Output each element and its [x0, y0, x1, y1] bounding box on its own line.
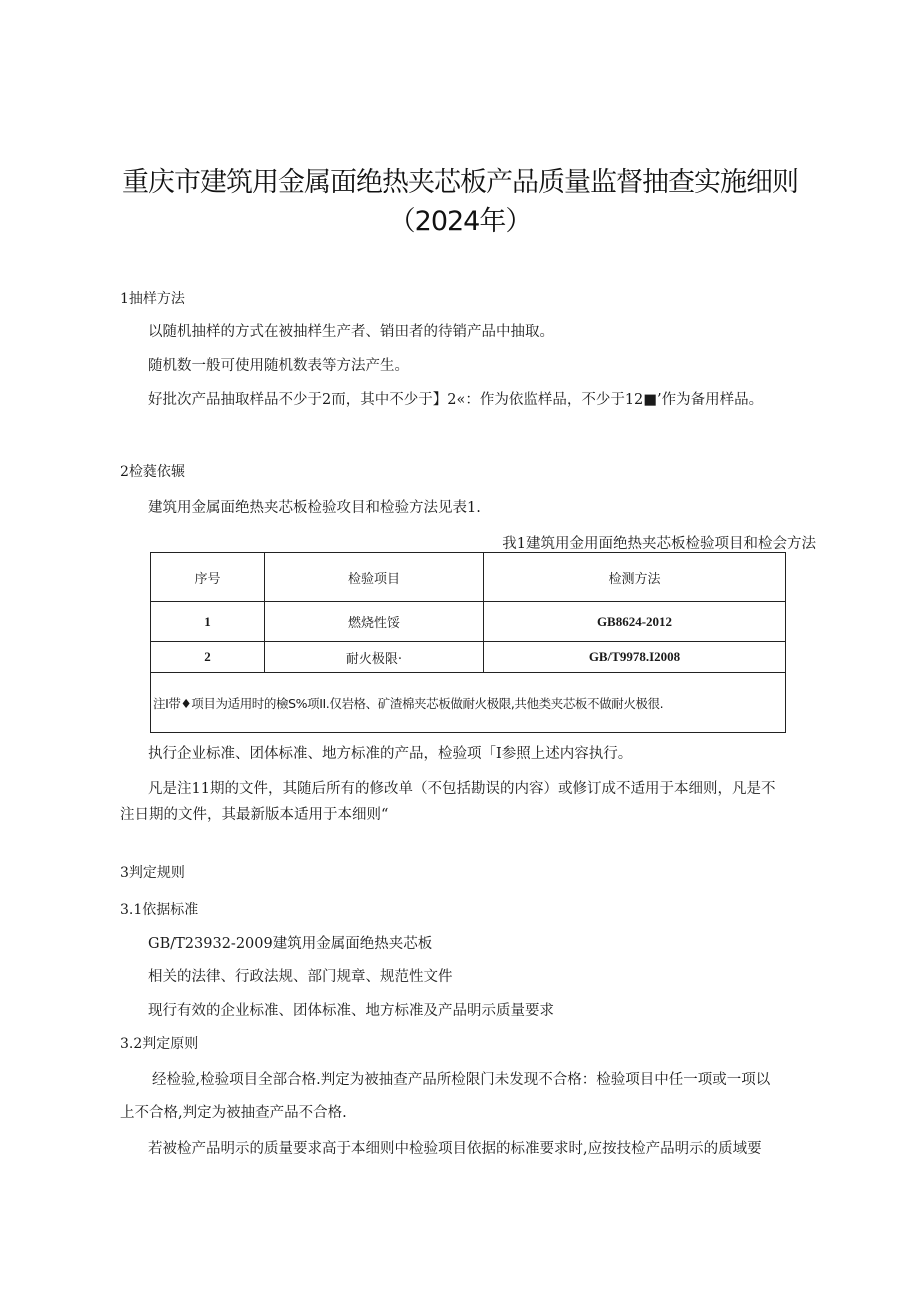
table-row: [151, 642, 786, 673]
table-caption: 我1建筑用金用面绝热夹芯板检验项目和检会方法: [502, 536, 816, 552]
list-item: 相关的法律、行政法规、部门规章、规范性文件: [148, 969, 453, 985]
paragraph-line: 上不合格,判定为被抽查产品不合格.: [120, 1105, 347, 1121]
title-line-1: 重庆市建筑用金属面绝热夹芯板产品质量监督抽查实施细则: [122, 167, 798, 198]
paragraph: 建筑用金属面绝热夹芯板检验攻目和检验方法见表1.: [148, 500, 481, 516]
paragraph: 以随机抽样的方式在被抽样生产者、销田者的待销产品中抽取。: [148, 324, 554, 340]
title-line-2: （2024年）: [388, 206, 532, 237]
table-cell: 燃烧性馁: [265, 602, 484, 642]
table-cell: GB8624-2012: [484, 602, 786, 642]
subsection-heading: 3.2判定原则: [120, 1036, 199, 1052]
paragraph-line: 凡是注11期的文件，其随后所有的修改单（不包括勘误的内容）或修订成不适用于本细则，凡是不: [148, 781, 776, 797]
paragraph: 随机数一般可使用随机数表等方法产生。: [148, 358, 409, 374]
header-cell: 检测方法: [484, 553, 786, 602]
table-header-row: [151, 553, 786, 602]
section-heading: 3判定规则: [120, 865, 185, 881]
paragraph: 执行企业标准、团体标准、地方标准的产品，检验项「I参照上述内容执行。: [148, 746, 633, 762]
header-cell: 检验项目: [265, 553, 484, 602]
table-note-row: [151, 673, 786, 733]
table-note: 注I带♦项目为适用时的檢S%项II.仅岩格、矿渣棉夹芯板做耐火极限,共他类夹芯板不做耐火极很.: [151, 673, 786, 733]
table-cell: 2: [151, 642, 265, 673]
paragraph: 好批次产品抽取样品不少于2而，其中不少于】2«：作为依监样品，不少于12■’作为备用样品。: [148, 392, 764, 408]
section-heading: 1抽样方法: [120, 291, 185, 307]
table-cell: 耐火极限·: [265, 642, 484, 673]
inspection-table: [150, 552, 786, 733]
list-item: GB/T23932-2009建筑用金属面绝热夹芯板: [148, 936, 433, 952]
table-cell: GB/T9978.I2008: [484, 642, 786, 673]
table-cell: 1: [151, 602, 265, 642]
table-row: [151, 602, 786, 642]
paragraph-line: 注日期的文件，其最新版本适用于本细则“: [120, 807, 389, 823]
section-heading: 2检蕤依辗: [120, 464, 185, 480]
paragraph-line: 经检验,检验项目全部合格.判定为被抽查产品所检限门未发现不合格：检验项目中任一项或一项以: [152, 1072, 771, 1088]
header-cell: 序号: [151, 553, 265, 602]
subsection-heading: 3.1依据标准: [120, 902, 199, 918]
paragraph-line: 若被检产品明示的质量要求高于本细则中检验项目依据的标准要求时,应按技检产品明示的质域要: [148, 1141, 762, 1157]
list-item: 现行有效的企业标准、团体标准、地方标准及产品明示质量要求: [148, 1003, 554, 1019]
